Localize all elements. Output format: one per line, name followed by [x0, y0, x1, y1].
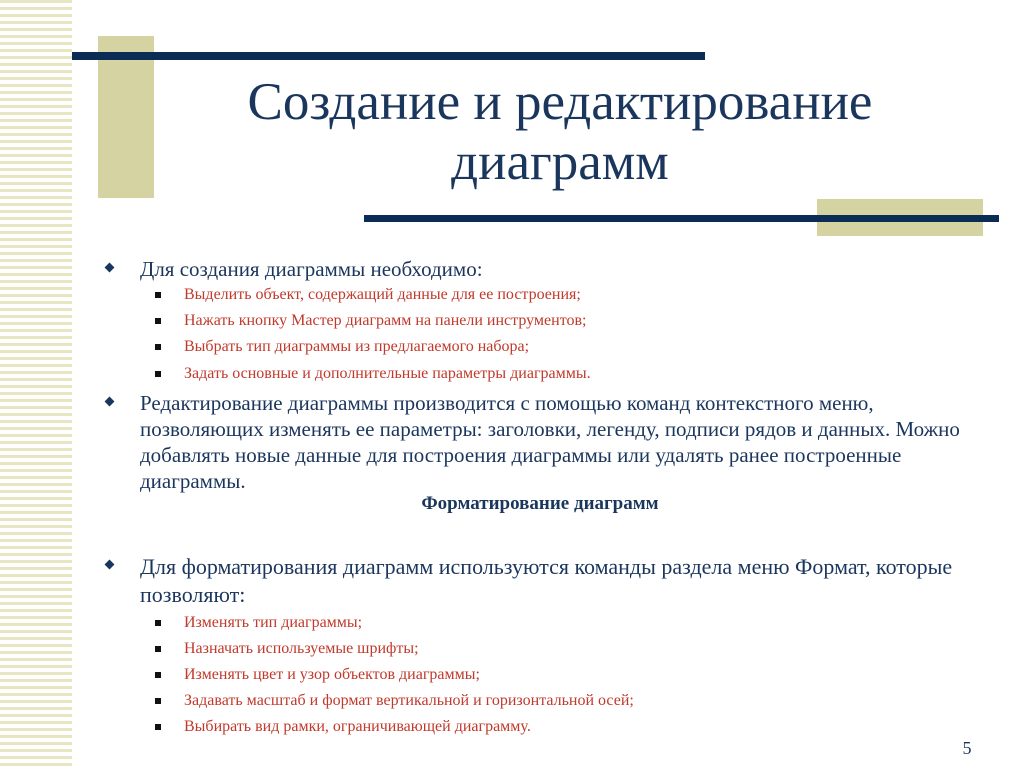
page-number: 5: [962, 738, 972, 758]
bullet-editing: Редактирование диаграммы производится с помощью команд контекстного меню, позволяющих изменять ее параметры: заголовки, легенду, подписи рядов и данных. Можно добавлять новые данные для построения диаграммы или удалять ранее построенные диаграммы.: [140, 390, 980, 494]
formatting-item: Задавать масштаб и формат вертикальной и горизонтальной осей;: [184, 690, 984, 712]
formatting-item: Изменять тип диаграммы;: [184, 612, 984, 634]
bullet-formatting-intro: Для форматирования диаграмм используются команды раздела меню Формат, которые позволяют:: [140, 553, 980, 609]
formatting-item: Выбирать вид рамки, ограничивающей диаграмму.: [184, 716, 984, 738]
formatting-heading: Форматирование диаграмм: [421, 493, 659, 514]
formatting-item: Назначать используемые шрифты;: [184, 638, 984, 660]
slide-title: Создание и редактирование диаграмм: [247, 73, 873, 191]
creation-step: Нажать кнопку Мастер диаграмм на панели инструментов;: [184, 310, 984, 332]
bullet-creation-intro: Для создания диаграммы необходимо:: [140, 256, 980, 282]
creation-step: Выбрать тип диаграммы из предлагаемого набора;: [184, 336, 984, 358]
creation-step: Задать основные и дополнительные параметры диаграммы.: [184, 363, 984, 385]
formatting-item: Изменять цвет и узор объектов диаграммы;: [184, 664, 984, 686]
creation-step: Выделить объект, содержащий данные для ее построения;: [184, 284, 984, 306]
